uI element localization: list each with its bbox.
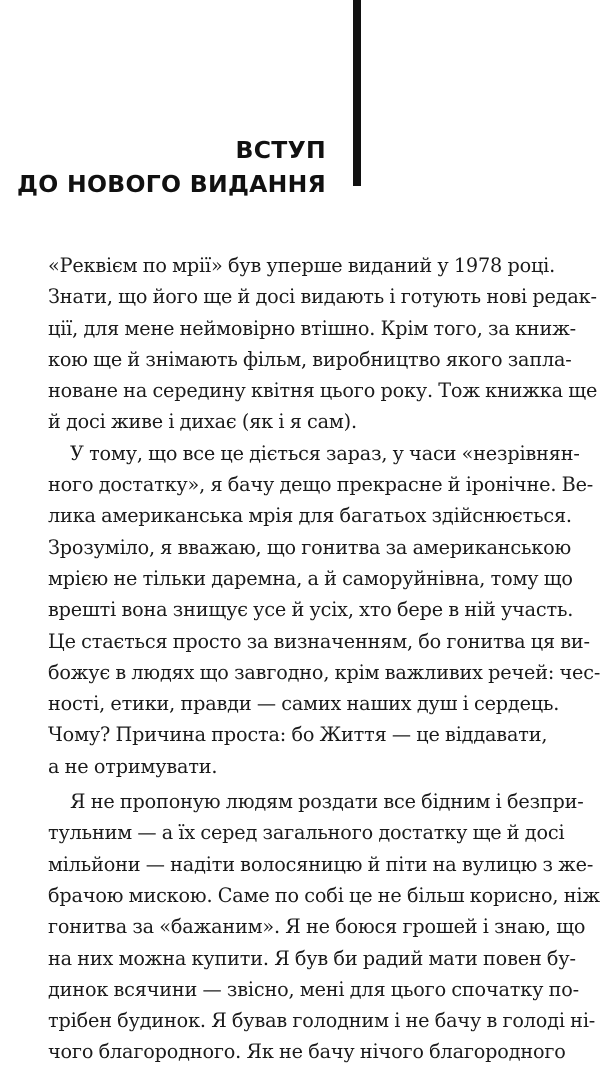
text-line: на них можна купити. Я був би радий мати повен бу- — [48, 946, 576, 970]
paragraph-1 — [48, 250, 598, 438]
text-line: динок всячини — звісно, мені для цього спочатку по- — [48, 977, 579, 1001]
text-line: мільйони — надіти волосяницю й піти на вулицю з же- — [48, 852, 594, 876]
text-line: Це стається просто за визначенням, бо гонитва ця ви- — [48, 629, 590, 653]
text-line: новане на середину квітня цього року. Тож книжка ще — [48, 379, 598, 403]
text-line: ного достатку», я бачу дещо прекрасне й іронічне. Ве- — [48, 473, 594, 497]
paragraph-2 — [48, 438, 600, 782]
text-line: божує в людях що завгодно, крім важливих речей: чес- — [48, 660, 600, 684]
chapter-edge-bar — [353, 0, 361, 186]
text-line: Зрозуміло, я вважаю, що гонитва за американською — [48, 535, 572, 559]
text-line: Знати, що його ще й досі видають і готують нові редак- — [48, 285, 597, 309]
text-line: брачою мискою. Саме по собі це не більш корисно, ніж — [48, 883, 600, 907]
body-text — [48, 250, 600, 1068]
chapter-heading-line-2: ДО НОВОГО ВИДАННЯ — [17, 170, 326, 198]
text-line: й досі живе і дихає (як і я сам). — [48, 410, 357, 434]
text-line: кою ще й знімають фільм, виробництво якого запла- — [48, 347, 572, 371]
paragraph-3 — [48, 786, 600, 1068]
text-line: У тому, що все це діється зараз, у часи «незрівнян- — [70, 441, 580, 465]
text-line: тульним — а їх серед загального достатку ще й досі — [48, 821, 565, 845]
text-line: Чому? Причина проста: бо Життя — це віддавати, — [48, 723, 548, 747]
text-line: «Реквієм по мрії» був уперше виданий у 1978 році. — [48, 254, 556, 277]
chapter-heading — [17, 133, 326, 201]
text-line: ності, етики, правди — самих наших душ і сердець. — [48, 692, 560, 716]
text-line: Я не пропоную людям роздати все бідним і безпри- — [70, 790, 584, 814]
chapter-heading-line-1: ВСТУП — [235, 136, 326, 164]
text-line: врешті вона знищує усе й усіх, хто бере в ній участь. — [48, 598, 574, 622]
text-line: чого благородного. Як не бачу нічого благородного — [48, 1040, 566, 1064]
text-line: лика американська мрія для багатьох здійснюється. — [48, 504, 572, 528]
text-line: гонитва за «бажаним». Я не боюся грошей і знаю, що — [48, 915, 586, 939]
text-line: ції, для мене неймовірно втішно. Крім того, за книж- — [48, 316, 576, 340]
text-line: а не отримувати. — [48, 754, 218, 778]
text-line: мрією не тільки даремна, а й саморуйнівна, тому що — [48, 566, 573, 590]
text-line: трібен будинок. Я бував голодним і не бачу в голоді ні- — [48, 1009, 596, 1033]
